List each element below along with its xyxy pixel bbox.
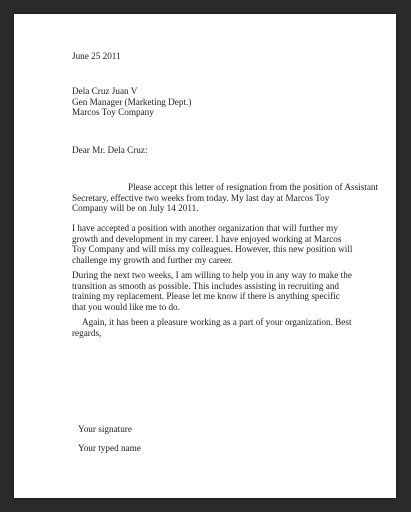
paragraph-line: Secretary, effective two weeks from today. My last day at Marcos Toy <box>72 192 330 203</box>
recipient-title: Gen Manager (Marketing Dept.) <box>72 96 192 107</box>
letter-page <box>14 14 396 498</box>
recipient-name: Dela Cruz Juan V <box>72 86 138 96</box>
recipient-company: Marcos Toy Company <box>72 107 154 118</box>
paragraph-new-position <box>72 223 362 265</box>
paragraph-line: challenge my growth and further my career. <box>72 254 233 265</box>
typed-name-line: Your typed name <box>78 443 141 453</box>
paragraph-line: training my replacement. Please let me know if there is anything specific <box>72 291 340 302</box>
paragraph-resignation <box>72 182 379 214</box>
paragraph-line: I have accepted a position with another organization that will further my <box>72 223 338 233</box>
paragraph-line: Again, it has been a pleasure working as a part of your organization. Best <box>82 317 352 327</box>
paragraph-line: During the next two weeks, I am willing to help you in any way to make the <box>72 270 352 280</box>
paragraph-line: that you would like me to do. <box>72 301 180 312</box>
recipient-address <box>72 86 362 118</box>
paragraph-line: Company will be on July 14 2011. <box>72 203 199 214</box>
signature-line: Your signature <box>78 424 132 434</box>
paragraph-line: Please accept this letter of resignation from the position of Assistant <box>128 182 379 192</box>
paragraph-line: regards, <box>72 327 102 338</box>
paragraph-line: growth and development in my career. I have enjoyed working at Marcos <box>72 233 342 244</box>
salutation: Dear Mr. Dela Cruz: <box>72 145 148 155</box>
paragraph-line: transition as smooth as possible. This includes assisting in recruiting and <box>72 280 340 291</box>
paragraph-line: Toy Company and will miss my colleagues. However, this new position will <box>72 244 353 255</box>
letter-date: June 25 2011 <box>72 51 121 61</box>
paragraph-transition <box>72 270 362 312</box>
paragraph-closing <box>72 317 362 338</box>
